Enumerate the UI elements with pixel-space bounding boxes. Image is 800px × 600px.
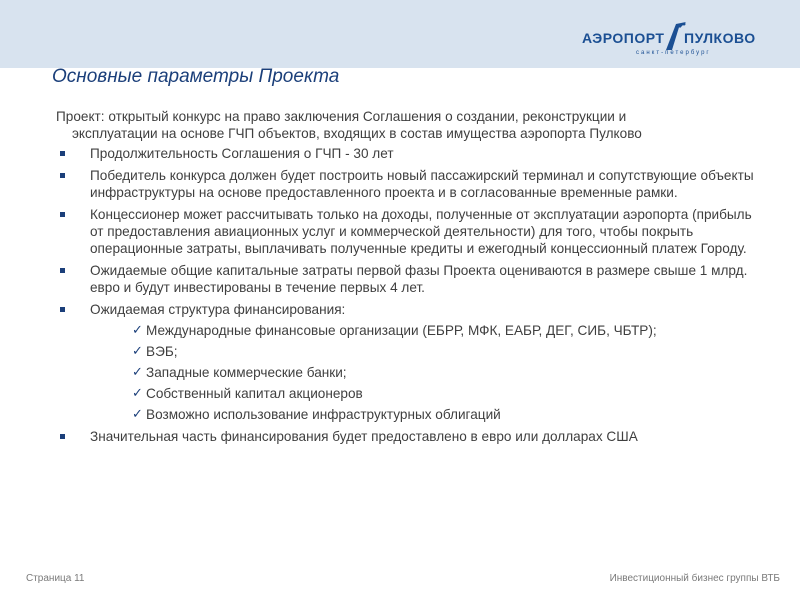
- financing-item: [90, 385, 756, 402]
- intro-line-1: Проект: открытый конкурс на право заключения Соглашения о создании, реконструкции и: [56, 109, 627, 124]
- financing-item-label: Международные финансовые организации (ЕБРР, МФК, ЕАБР, ДЕГ, СИБ, ЧБТР);: [146, 323, 657, 338]
- financing-item: [90, 364, 756, 381]
- financing-item-label: Возможно использование инфраструктурных облигаций: [146, 407, 501, 422]
- logo-subtitle: санкт-петербург: [636, 50, 711, 56]
- bullet-duration: Продолжительность Соглашения о ГЧП - 30 лет: [56, 145, 756, 162]
- financing-item: [90, 343, 756, 360]
- logo-text-left: АЭРОПОРТ: [582, 30, 665, 46]
- bullet-terminal: Победитель конкурса должен будет построить новый пассажирский терминал и сопутствующие объекты инфраструктуры на основе предоставленного проекта и в согласованные временные рамки.: [56, 167, 756, 201]
- airport-logo: [582, 20, 772, 60]
- financing-list: [90, 322, 756, 423]
- checkmark-icon: ✓: [132, 385, 143, 400]
- logo-text-right: ПУЛКОВО: [684, 30, 756, 46]
- checkmark-icon: ✓: [132, 406, 143, 421]
- intro-line-2: эксплуатации на основе ГЧП объектов, входящих в состав имущества аэропорта Пулково: [72, 126, 642, 141]
- checkmark-icon: ✓: [132, 364, 143, 379]
- financing-item-label: Собственный капитал акционеров: [146, 386, 363, 401]
- bullet-concessionaire: Концессионер может рассчитывать только на доходы, полученные от эксплуатации аэропорта (прибыль от предоставления авиационных услуг и коммерческой деятельности) для того, чтобы покрыть операционные затраты, выплачивать полученные кредиты и ежегодный концессионный платеж Городу.: [56, 206, 756, 257]
- checkmark-icon: ✓: [132, 343, 143, 358]
- bullet-financing-label: Ожидаемая структура финансирования:: [90, 302, 346, 317]
- financing-item-label: Западные коммерческие банки;: [146, 365, 347, 380]
- bullet-list: [56, 145, 756, 445]
- checkmark-icon: ✓: [132, 322, 143, 337]
- slide-content: [56, 108, 756, 450]
- bullet-currency: Значительная часть финансирования будет предоставлено в евро или долларах США: [56, 428, 756, 445]
- bullet-capex: Ожидаемые общие капитальные затраты первой фазы Проекта оцениваются в размере свыше 1 млрд. евро и будут инвестированы в течение первых 4 лет.: [56, 262, 756, 296]
- footer-organization: Инвестиционный бизнес группы ВТБ: [609, 573, 780, 584]
- bullet-financing-structure: [56, 301, 756, 423]
- page-number: Страница 11: [26, 573, 85, 584]
- intro-text: [56, 108, 756, 142]
- financing-item: [90, 406, 756, 423]
- financing-item-label: ВЭБ;: [146, 344, 178, 359]
- slide-title: Основные параметры Проекта: [52, 66, 340, 87]
- financing-item: [90, 322, 756, 339]
